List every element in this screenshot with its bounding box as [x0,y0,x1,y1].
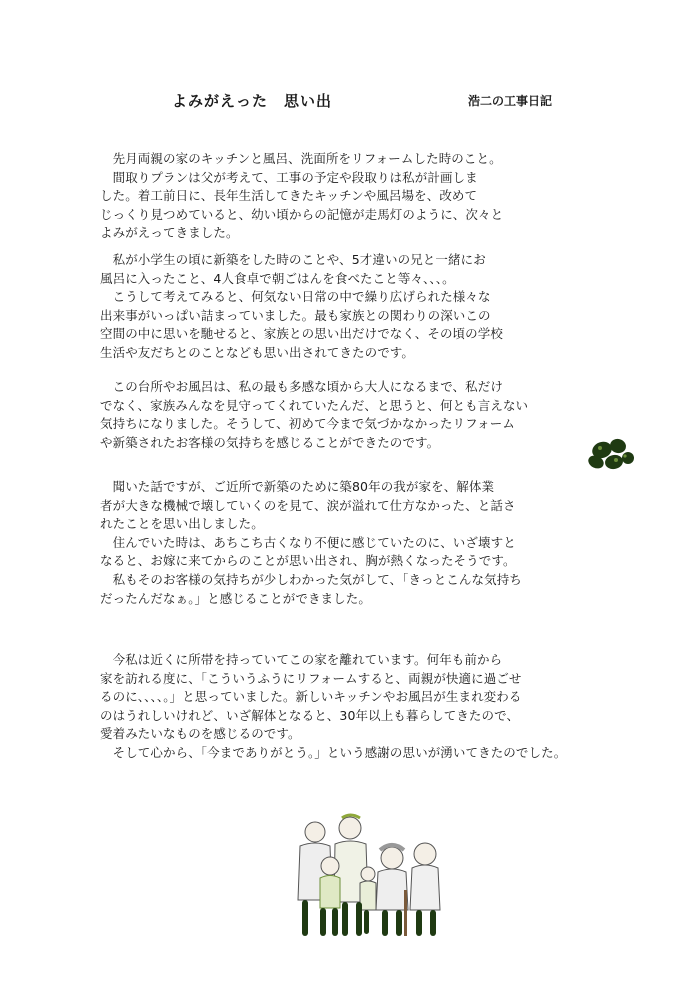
paragraph [100,651,620,763]
text-line: 家を訪れる度に、「こういうふうにリフォームすると、両親が快適に過ごせ [100,670,522,686]
byline: 浩二の工事日記 [468,94,553,108]
text-line: 愛着みたいなものを感じるのです。 [100,726,301,742]
text-line: のはうれしいけれど、いざ解体となると、30年以上も暮らしてきたので、 [100,707,520,723]
text-line: 気持ちになりました。そうして、初めて今まで気づかなかったリフォーム [100,416,515,432]
page-title: よみがえった 思い出 [172,92,333,110]
text-line: 住んでいた時は、あちこち古くなり不便に感じていたのに、いざ壊すと [100,534,516,550]
text-line: こうして考えてみると、何気ない日常の中で繰り広げられた様々な [100,289,491,305]
text-line: 今私は近くに所帯を持っていてこの家を離れています。何年も前から [100,652,503,667]
text-line: そして心から、「今までありがとう。」という感謝の思いが湧いてきたのでした。 [100,744,567,760]
text-line: 私もそのお客様の気持ちが少しわかった気がして、「きっとこんな気持ち [100,571,522,587]
text-line: 間取りプランは父が考えて、工事の予定や段取りは私が計画しま [100,169,478,185]
text-line: 出来事がいっぱい詰まっていました。最も家族との関わりの深いこの [100,307,491,323]
text-line: した。着工前日に、長年生活してきたキッチンや風呂場を、改めて [100,188,478,204]
paragraph [100,478,620,608]
paragraph [100,378,620,452]
text-line: 先月両親の家のキッチンと風呂、洗面所をリフォームした時のこと。 [100,151,502,166]
text-line: るのに、、、、。」と思っていました。新しいキッチンやお風呂が生まれ変わる [100,689,522,705]
text-line: れたことを思い出しました。 [100,516,264,532]
text-line: 生活や友だちとのことなども思い出されてきたのです。 [100,344,415,360]
paragraph [100,251,620,363]
text-line: 空間の中に思いを馳せると、家族との思い出だけでなく、その頃の学校 [100,326,503,342]
text-line: なると、お嫁に来てからのことが思い出され、胸が熱くなったそうです。 [100,553,516,569]
text-line: よみがえってきました。 [100,225,239,241]
text-line: でなく、家族みんなを見守ってくれていたんだ、と思うと、何とも言えない [100,397,529,413]
text-line: 聞いた話ですが、ご近所で新築のために築80年の我が家を、解体業 [100,479,495,494]
text-line: だったんだなぁ。」と感じることができました。 [100,590,371,606]
text-line: 風呂に入ったこと、4人食卓で朝ごはんを食べたこと等々、、、。 [100,270,455,286]
family-illustration-icon [280,810,450,940]
text-line: 者が大きな機械で壊していくのを見て、涙が溢れて仕方なかった、と話さ [100,497,516,513]
text-line: じっくり見つめていると、幼い頃からの記憶が走馬灯のように、次々と [100,206,504,222]
text-line: や新築されたお客様の気持ちを感じることができたのです。 [100,434,440,450]
paragraph [100,150,620,243]
text-line: 私が小学生の頃に新築をした時のことや、5才違いの兄と一緒にお [100,252,486,267]
text-line: この台所やお風呂は、私の最も多感な頃から大人になるまで、私だけ [100,379,503,394]
leaf-cluster-icon [580,430,640,478]
